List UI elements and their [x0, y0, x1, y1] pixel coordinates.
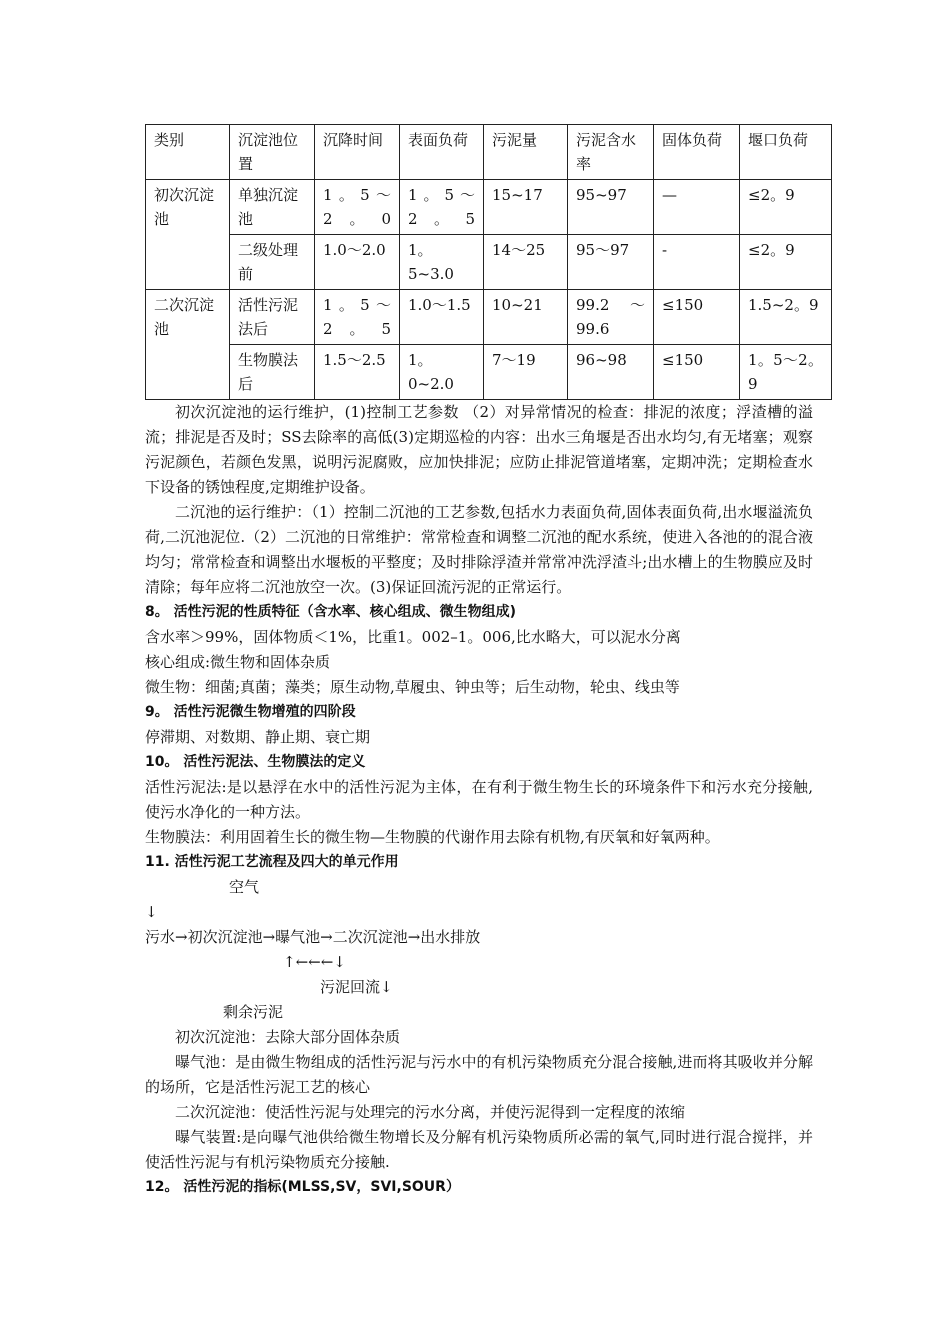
- flow-main-line: 污水→初次沉淀池→曝气池→二次沉淀池→出水排放: [145, 928, 481, 946]
- table-cell: -: [654, 235, 740, 290]
- document-page: [145, 124, 823, 1200]
- table-cell: 生物膜法后: [230, 345, 315, 400]
- table-cell: ≤2。9: [740, 235, 832, 290]
- table-cell: 1。5～2。9: [740, 345, 832, 400]
- paragraph-primary-tank-maintenance: 初次沉淀池的运行维护，(1)控制工艺参数 （2）对异常情况的检查：排泥的浓度；浮渣槽的溢流；排泥是否及时；SS去除率的高低(3)定期巡检的内容：出水三角堰是否出水均匀,有无堵塞；观察污泥颜色，若颜色发黑，说明污泥腐败，应加快排泥；应防止排泥管道堵塞，定期冲洗；定期检查水下设备的锈蚀程度,定期维护设备。: [145, 403, 813, 496]
- table-cell: 15~17: [484, 180, 568, 235]
- table-cell: 1。5~3.0: [400, 235, 484, 290]
- text-line: 曝气装置:是向曝气池供给微生物增长及分解有机污染物质所必需的氧气,同时进行混合搅拌，并使活性污泥与有机污染物质充分接触.: [145, 1128, 813, 1171]
- header-cell: 堰口负荷: [740, 125, 832, 180]
- text-line: 含水率＞99%，固体物质＜1%，比重1。002–1。006,比水略大，可以泥水分离: [145, 628, 681, 646]
- table-cell: 活性污泥法后: [230, 290, 315, 345]
- text-line: 二次沉淀池：使活性污泥与处理完的污水分离，并使污泥得到一定程度的浓缩: [175, 1103, 686, 1121]
- header-cell: 类别: [146, 125, 230, 180]
- table-cell: 10~21: [484, 290, 568, 345]
- text-line: 初次沉淀池：去除大部分固体杂质: [175, 1028, 401, 1046]
- header-cell: 沉淀池位置: [230, 125, 315, 180]
- table-cell: 99.2～99.6: [568, 290, 654, 345]
- flow-return-arrows: ↑←←←↓: [283, 953, 346, 971]
- table-header-row: [146, 125, 832, 180]
- text-line: 活性污泥法:是以悬浮在水中的活性污泥为主体，在有利于微生物生长的环境条件下和污水充分接触,使污水净化的一种方法。: [145, 778, 813, 821]
- table-row: [146, 180, 832, 235]
- table-cell: 1.5～2.5: [315, 345, 400, 400]
- table-cell: —: [654, 180, 740, 235]
- section-heading-11: 11. 活性污泥工艺流程及四大的单元作用: [145, 854, 399, 870]
- header-cell: 沉降时间: [315, 125, 400, 180]
- header-cell: 固体负荷: [654, 125, 740, 180]
- section-heading-10: 10。 活性污泥法、生物膜法的定义: [145, 754, 366, 770]
- table-cell: ≤150: [654, 290, 740, 345]
- header-cell: 污泥含水率: [568, 125, 654, 180]
- header-cell: 污泥量: [484, 125, 568, 180]
- table-cell: 单独沉淀池: [230, 180, 315, 235]
- text-line: 微生物：细菌;真菌；藻类；原生动物,草履虫、钟虫等；后生动物，轮虫、线虫等: [145, 678, 680, 696]
- section-heading-9: 9。 活性污泥微生物增殖的四阶段: [145, 704, 356, 720]
- process-flow-diagram: [145, 875, 813, 1025]
- sedimentation-tank-table: [145, 124, 832, 400]
- paragraph-secondary-tank-maintenance: 二沉池的运行维护：（1）控制二沉池的工艺参数,包括水力表面负荷,固体表面负荷,出水堰溢流负荷,二沉池泥位.（2）二沉池的日常维护：常常检查和调整二沉池的配水系统，使进入各池的的混合液均匀；常常检查和调整出水堰板的平整度；及时排除浮渣并常常冲洗浮渣斗;出水槽上的生物膜应及时清除；每年应将二沉池放空一次。(3)保证回流污泥的正常运行。: [145, 503, 813, 596]
- table-cell-category: 二次沉淀池: [146, 290, 230, 400]
- table-cell: 1.0～2.0: [315, 235, 400, 290]
- table-cell: 1。5～2。5: [400, 180, 484, 235]
- table-cell: 1.0～1.5: [400, 290, 484, 345]
- header-cell: 表面负荷: [400, 125, 484, 180]
- flow-label-air: 空气: [229, 878, 260, 896]
- table-cell: 1。0~2.0: [400, 345, 484, 400]
- text-line: 核心组成:微生物和固体杂质: [145, 653, 331, 671]
- table-cell: 96~98: [568, 345, 654, 400]
- text-line: 曝气池：是由微生物组成的活性污泥与污水中的有机污染物质充分混合接触,进而将其吸收并分解的场所，它是活性污泥工艺的核心: [145, 1053, 813, 1096]
- table-cell: 1.5~2。9: [740, 290, 832, 345]
- text-line: 生物膜法：利用固着生长的微生物—生物膜的代谢作用去除有机物,有厌氧和好氧两种。: [145, 828, 720, 846]
- table-cell: ≤150: [654, 345, 740, 400]
- flow-label-excess-sludge: 剩余污泥: [223, 1003, 284, 1021]
- flow-label-return-sludge: 污泥回流↓: [320, 978, 393, 996]
- section-heading-8: 8。 活性污泥的性质特征（含水率、核心组成、微生物组成): [145, 604, 517, 620]
- table-cell: 95~97: [568, 180, 654, 235]
- text-line: 停滞期、对数期、静止期、衰亡期: [145, 728, 371, 746]
- table-cell: 95～97: [568, 235, 654, 290]
- table-cell: 1。5～2。5: [315, 290, 400, 345]
- table-cell: 1。5～2。0: [315, 180, 400, 235]
- table-row: [146, 345, 832, 400]
- table-cell: 二级处理前: [230, 235, 315, 290]
- table-cell: 14～25: [484, 235, 568, 290]
- table-row: [146, 235, 832, 290]
- table-cell-category: 初次沉淀池: [146, 180, 230, 290]
- table-cell: ≤2。9: [740, 180, 832, 235]
- section-heading-12: 12。 活性污泥的指标(MLSS,SV，SVI,SOUR）: [145, 1179, 460, 1195]
- table-cell: 7～19: [484, 345, 568, 400]
- flow-arrow-down-icon: ↓: [145, 903, 158, 921]
- table-row: [146, 290, 832, 345]
